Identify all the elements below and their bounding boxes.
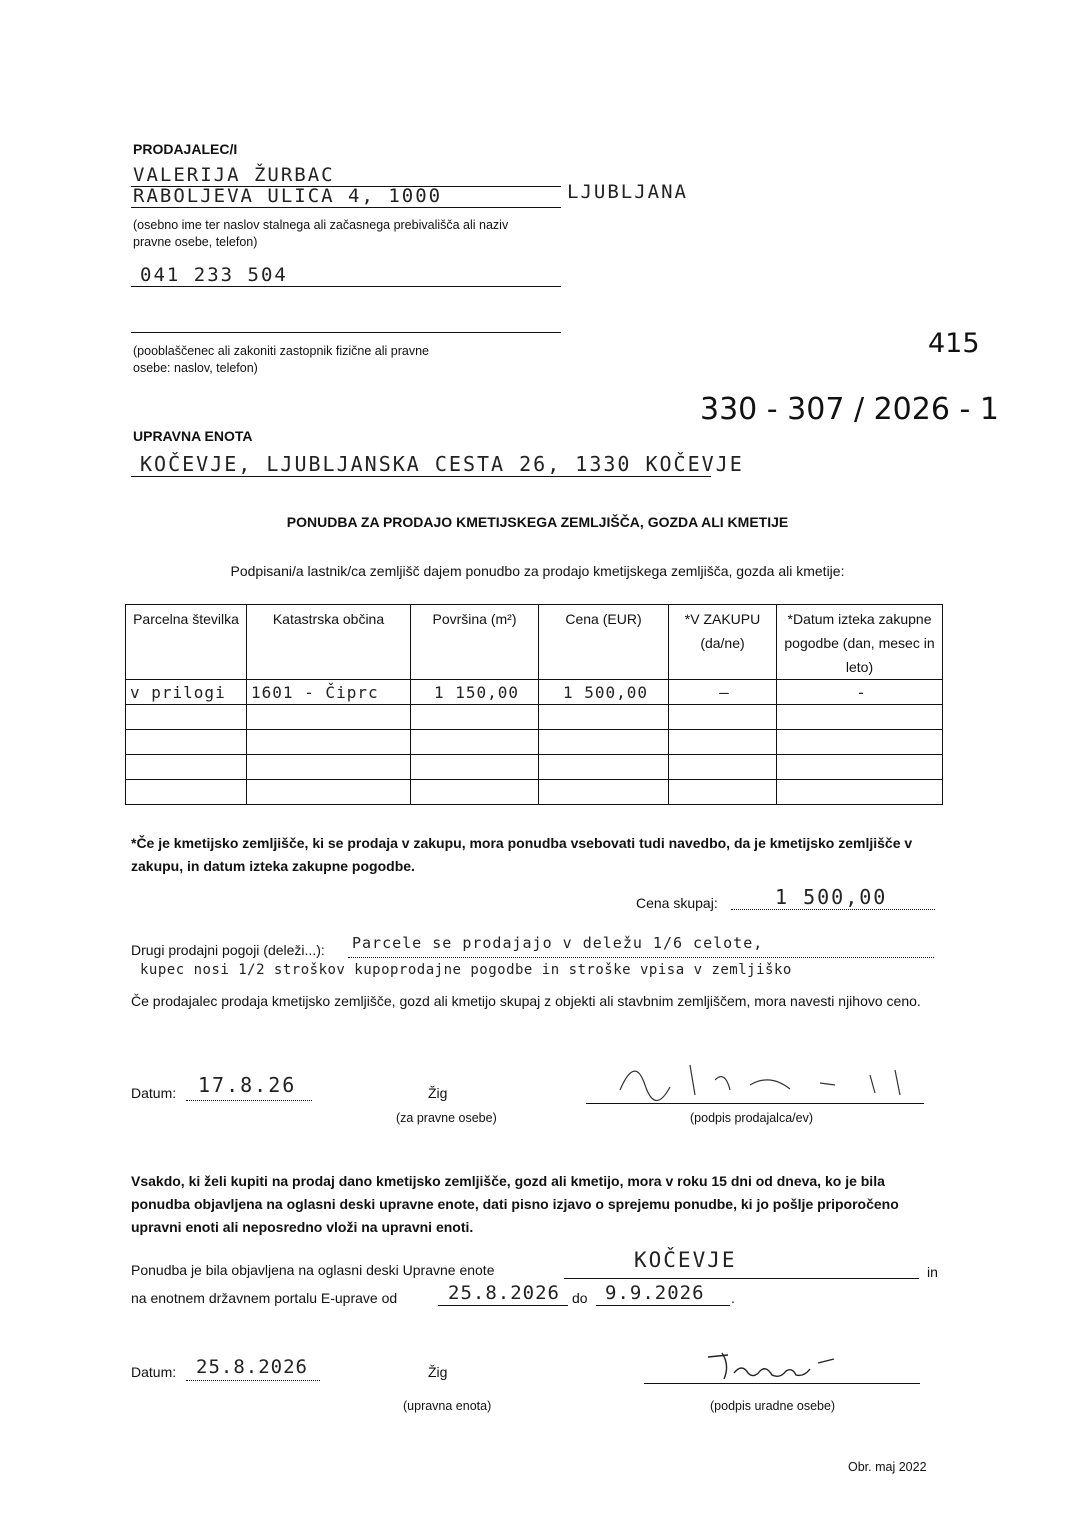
other-conditions-label: Drugi prodajni pogoji (deleži...): [131, 942, 325, 958]
table-row [126, 680, 943, 705]
seller-line-2 [131, 207, 561, 208]
publication-to-line [596, 1305, 730, 1306]
total-value: 1 500,00 [775, 885, 888, 909]
case-number: 330 - 307 / 2026 - 1 [700, 392, 999, 427]
sign2-date-label: Datum: [131, 1364, 177, 1380]
sign2-date: 25.8.2026 [196, 1356, 308, 1378]
other-conditions-line1: Parcele se prodajajo v deležu 1/6 celote, [352, 934, 764, 952]
cell-area: 1 150,00 [433, 682, 520, 702]
sign2-signature-line [644, 1383, 920, 1384]
sign2-stamp-label: Žig [428, 1364, 448, 1380]
publication-end: . [731, 1290, 735, 1306]
seller-address: RABOLJEVA ULICA 4, 1000 [133, 185, 443, 207]
other-conditions-line1-rule [348, 957, 934, 958]
publication-in: in [927, 1264, 938, 1280]
sign2-date-line [186, 1380, 320, 1381]
seller-city: LJUBLJANA [567, 181, 688, 203]
seller-name: VALERIJA ŽURBAC [133, 164, 335, 186]
sign2-signature-note: (podpis uradne osebe) [710, 1399, 836, 1413]
header-area: Površina (m²) [411, 605, 539, 680]
intro-text: Podpisani/a lastnik/ca zemljišč dajem ponudbo za prodajo kmetijskega zemljišča, gozda ali kmetije: [230, 563, 845, 579]
publication-unit: KOČEVJE [634, 1248, 737, 1272]
cell-cadastral: 1601 - Čiprc [251, 682, 379, 702]
publication-text2: na enotnem državnem portalu E-uprave od [131, 1290, 398, 1306]
seller-phone: 041 233 504 [140, 264, 288, 286]
entry-number: 415 [928, 328, 980, 359]
table-row [126, 730, 943, 755]
lease-note: *Če je kmetijsko zemljišče, ki se prodaja v zakupu, mora ponudba vsebovati tudi navedbo, da je kmetijsko zemljišče v zakupu, in datum izteka zakupne pogodbe. [131, 835, 913, 874]
header-parcel: Parcelna številka [126, 605, 247, 680]
sign1-signature-line [586, 1103, 924, 1104]
table-row [126, 780, 943, 805]
cell-lease: — [719, 682, 730, 702]
representative-line [131, 332, 561, 333]
publication-do: do [572, 1290, 588, 1306]
publication-from: 25.8.2026 [448, 1282, 560, 1304]
header-lease: *V ZAKUPU (da/ne) [669, 605, 777, 680]
table-header-row [126, 605, 943, 680]
sign1-signature-note: (podpis prodajalca/ev) [690, 1111, 813, 1125]
publication-from-line [438, 1305, 568, 1306]
cell-parcel: v prilogi [130, 682, 226, 702]
admin-unit-value: KOČEVJE, LJUBLJANSKA CESTA 26, 1330 KOČEVJE [140, 452, 744, 476]
total-line [731, 909, 935, 910]
form-version: Obr. maj 2022 [848, 1460, 927, 1474]
header-cadastral: Katastrska občina [247, 605, 411, 680]
publication-text1: Ponudba je bila objavljena na oglasni deski Upravne enote [131, 1262, 495, 1278]
document-title: PONUDBA ZA PRODAJO KMETIJSKEGA ZEMLJIŠČA, GOZDA ALI KMETIJE [286, 514, 789, 530]
representative-note: (pooblaščenec ali zakoniti zastopnik fizične ali pravne osebe: naslov, telefon) [133, 344, 429, 375]
sign1-date: 17.8.26 [198, 1073, 297, 1097]
table-row [126, 755, 943, 780]
publication-to: 9.9.2026 [605, 1282, 705, 1304]
sign2-stamp-note: (upravna enota) [403, 1399, 492, 1413]
seller-heading: PRODAJALEC/I [133, 141, 238, 157]
seller-address-note: (osebno ime ter naslov stalnega ali začasnega prebivališča ali naziv pravne osebe, telefon) [133, 218, 509, 249]
official-signature [700, 1345, 850, 1385]
total-label: Cena skupaj: [636, 895, 718, 911]
admin-unit-line [131, 476, 711, 477]
parcels-table [125, 604, 943, 805]
seller-line-3 [131, 286, 561, 287]
sign1-date-line [186, 1100, 312, 1101]
other-conditions-line2: kupec nosi 1/2 stroškov kupoprodajne pogodbe in stroške vpisa v zemljiško [140, 962, 792, 978]
sign1-stamp-label: Žig [428, 1085, 448, 1101]
header-lease-end: *Datum izteka zakupne pogodbe (dan, mesec in leto) [777, 605, 943, 680]
sign1-stamp-note: (za pravne osebe) [396, 1111, 497, 1125]
cell-lease-end: - [856, 682, 867, 702]
seller-signature [600, 1045, 920, 1105]
table-row [126, 705, 943, 730]
header-price: Cena (EUR) [539, 605, 669, 680]
sign1-date-label: Datum: [131, 1085, 177, 1101]
cell-price: 1 500,00 [562, 682, 649, 702]
publication-unit-line [564, 1278, 919, 1279]
acceptance-notice: Vsakdo, ki želi kupiti na prodaj dano kmetijsko zemljišče, gozd ali kmetijo, mora v roku 15 dni od dneva, ko je bila ponudba objavljena na oglasni deski upravne enote, dati pisno izjavo o sprejemu ponudbe, ki jo pošlje priporočeno upravni enoti ali neposredno vloži na upravni enoti. [131, 1173, 899, 1235]
objects-note: Če prodajalec prodaja kmetijsko zemljišče, gozd ali kmetijo skupaj z objekti ali stavbnim zemljiščem, mora navesti njihovo ceno. [131, 993, 921, 1009]
admin-unit-heading: UPRAVNA ENOTA [133, 428, 253, 444]
